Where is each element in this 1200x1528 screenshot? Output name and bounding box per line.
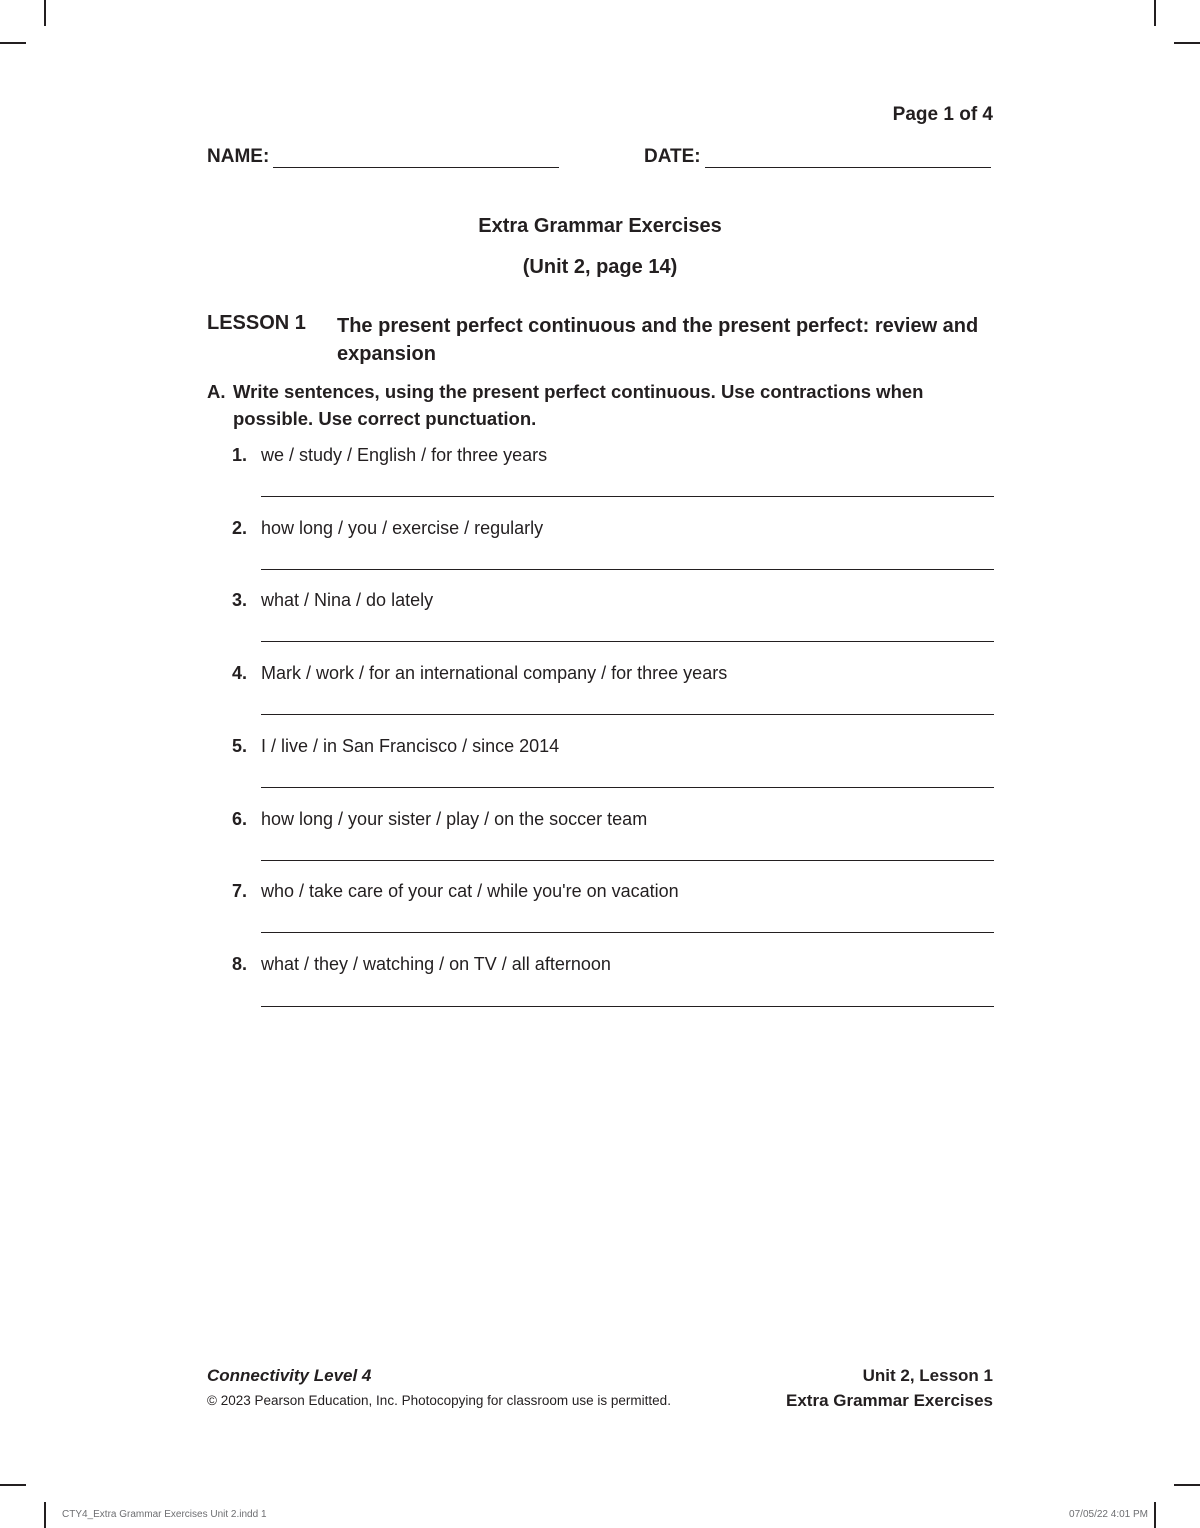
exercise-item-7	[232, 881, 994, 902]
item-number: 3.	[232, 590, 248, 610]
item-prompt: how long / your sister / play / on the soccer team	[261, 809, 648, 829]
section-letter: A.	[207, 381, 226, 402]
page-number: Page 1 of 4	[892, 104, 993, 125]
item-prompt: Mark / work / for an international company / for three years	[261, 663, 728, 683]
item-number: 1.	[232, 445, 248, 465]
worksheet-title: Extra Grammar Exercises	[478, 215, 722, 237]
exercise-item-3	[232, 590, 994, 611]
print-slug-timestamp: 07/05/22 4:01 PM	[1069, 1509, 1148, 1520]
crop-mark	[44, 1502, 46, 1528]
date-answer-line[interactable]	[705, 149, 991, 168]
item-number: 2.	[232, 518, 248, 538]
crop-mark	[0, 42, 26, 44]
footer-book-title: Connectivity Level 4	[207, 1366, 372, 1385]
name-field[interactable]	[207, 146, 559, 168]
item-number: 7.	[232, 881, 248, 901]
item-prompt: what / they / watching / on TV / all afternoon	[261, 954, 611, 974]
crop-mark	[1174, 1484, 1200, 1486]
answer-line-2[interactable]	[261, 569, 994, 570]
instruction-line-2: possible. Use correct punctuation.	[233, 408, 537, 429]
item-prompt: I / live / in San Francisco / since 2014	[261, 736, 560, 756]
item-number: 5.	[232, 736, 248, 756]
item-number: 6.	[232, 809, 248, 829]
item-prompt: we / study / English / for three years	[261, 445, 548, 465]
print-slug-file: CTY4_Extra Grammar Exercises Unit 2.indd 1	[62, 1509, 267, 1520]
name-answer-line[interactable]	[273, 149, 559, 168]
crop-mark	[1174, 42, 1200, 44]
exercise-item-4	[232, 663, 994, 684]
item-number: 8.	[232, 954, 248, 974]
section-a-instruction	[207, 378, 997, 432]
answer-line-7[interactable]	[261, 932, 994, 933]
exercise-item-6	[232, 809, 994, 830]
item-number: 4.	[232, 663, 248, 683]
lesson-title: The present perfect continuous and the present perfect: review and expansion	[337, 315, 979, 365]
crop-mark	[0, 1484, 26, 1486]
footer-unit-lesson: Unit 2, Lesson 1	[862, 1366, 993, 1385]
item-prompt: what / Nina / do lately	[261, 590, 434, 610]
date-field[interactable]	[644, 146, 991, 168]
lesson-label: LESSON 1	[207, 312, 306, 334]
answer-line-6[interactable]	[261, 860, 994, 861]
name-label: NAME:	[207, 146, 270, 167]
answer-line-4[interactable]	[261, 714, 994, 715]
exercise-item-8	[232, 954, 994, 975]
answer-line-3[interactable]	[261, 641, 994, 642]
crop-mark	[1154, 1502, 1156, 1528]
exercise-item-1	[232, 445, 994, 466]
item-prompt: how long / you / exercise / regularly	[261, 518, 544, 538]
answer-line-1[interactable]	[261, 496, 994, 497]
instruction-line-1: Write sentences, using the present perfect continuous. Use contractions when	[233, 381, 924, 402]
item-prompt: who / take care of your cat / while you're on vacation	[261, 881, 679, 901]
answer-line-8[interactable]	[261, 1006, 994, 1007]
date-label: DATE:	[644, 146, 701, 167]
footer-section: Extra Grammar Exercises	[786, 1391, 993, 1410]
worksheet-subtitle: (Unit 2, page 14)	[522, 256, 678, 278]
exercise-item-5	[232, 736, 994, 757]
exercise-item-2	[232, 518, 994, 539]
answer-line-5[interactable]	[261, 787, 994, 788]
crop-mark	[44, 0, 46, 26]
footer-copyright: © 2023 Pearson Education, Inc. Photocopying for classroom use is permitted.	[207, 1393, 671, 1408]
crop-mark	[1154, 0, 1156, 26]
